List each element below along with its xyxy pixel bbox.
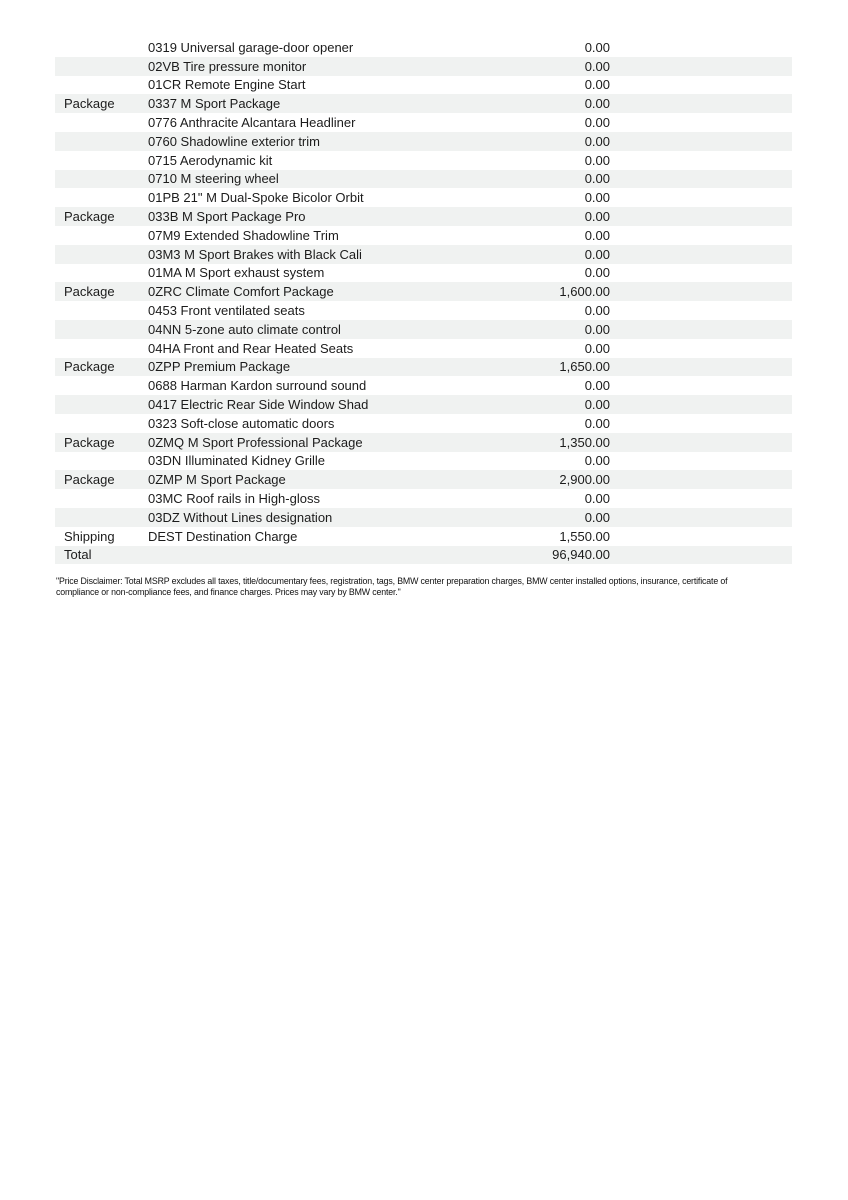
category-cell: Package [64,359,115,375]
table-row [55,546,792,565]
price-cell: 0.00 [584,77,610,93]
price-cell: 0.00 [584,246,610,262]
table-row [55,358,792,377]
table-row [55,76,792,95]
table-row [55,527,792,546]
item-cell: 03MC Roof rails in High-gloss [148,491,320,507]
table-row [55,301,792,320]
table-row [55,94,792,113]
item-cell: 03M3 M Sport Brakes with Black Cali [148,246,362,262]
price-cell: 0.00 [584,227,610,243]
price-disclaimer [56,576,796,597]
item-cell: 01PB 21" M Dual-Spoke Bicolor Orbit [148,190,364,206]
table-row [55,245,792,264]
item-cell: 0ZMQ M Sport Professional Package [148,434,363,450]
price-cell: 0.00 [584,115,610,131]
item-cell: 01CR Remote Engine Start [148,77,306,93]
price-cell: 0.00 [584,321,610,337]
price-cell: 96,940.00 [552,547,610,563]
table-row [55,264,792,283]
table-row [55,414,792,433]
price-cell: 2,900.00 [559,472,610,488]
table-row [55,113,792,132]
price-cell: 0.00 [584,378,610,394]
disclaimer-line-1: "Price Disclaimer: Total MSRP excludes all taxes, title/documentary fees, registration, tags, BMW center preparation charges, BMW center installed options, insurance, certificate of [56,576,728,586]
item-cell: 033B M Sport Package Pro [148,209,306,225]
category-cell: Package [64,209,115,225]
item-cell: 0ZPP Premium Package [148,359,291,375]
category-cell: Package [64,284,115,300]
price-cell: 1,350.00 [559,434,610,450]
table-row [55,226,792,245]
price-cell: 1,600.00 [559,284,610,300]
disclaimer-line-2: compliance or non-compliance fees, and finance charges. Prices may vary by BMW center." [56,586,401,597]
item-cell: 01MA M Sport exhaust system [148,265,325,281]
category-cell: Package [64,434,115,450]
item-cell: 04HA Front and Rear Heated Seats [148,340,354,356]
item-cell: 0688 Harman Kardon surround sound [148,378,367,394]
table-row [55,376,792,395]
category-cell: Package [64,96,115,112]
table-row [55,433,792,452]
table-row [55,320,792,339]
price-cell: 0.00 [584,340,610,356]
price-cell: 0.00 [584,190,610,206]
item-cell: 0ZRC Climate Comfort Package [148,284,334,300]
item-cell: 0715 Aerodynamic kit [148,152,273,168]
price-cell: 0.00 [584,265,610,281]
item-cell: DEST Destination Charge [148,528,298,544]
table-row [55,395,792,414]
price-cell: 0.00 [584,491,610,507]
item-cell: 0319 Universal garage-door opener [148,39,354,55]
options-pricing-table [55,38,792,564]
price-cell: 0.00 [584,133,610,149]
price-cell: 0.00 [584,96,610,112]
table-row [55,170,792,189]
category-cell: Total [64,547,92,563]
item-cell: 0776 Anthracite Alcantara Headliner [148,115,356,131]
table-row [55,38,792,57]
price-cell: 0.00 [584,415,610,431]
price-cell: 0.00 [584,152,610,168]
price-cell: 0.00 [584,397,610,413]
table-row [55,339,792,358]
table-row [55,151,792,170]
item-cell: 0453 Front ventilated seats [148,303,305,319]
item-cell: 07M9 Extended Shadowline Trim [148,227,339,243]
item-cell: 0ZMP M Sport Package [148,472,286,488]
price-cell: 0.00 [584,171,610,187]
price-cell: 0.00 [584,303,610,319]
category-cell: Package [64,472,115,488]
category-cell: Shipping [64,528,115,544]
table-row [55,132,792,151]
price-cell: 0.00 [584,209,610,225]
price-cell: 1,550.00 [559,528,610,544]
price-cell: 0.00 [584,39,610,55]
item-cell: 04NN 5-zone auto climate control [148,321,341,337]
table-row [55,57,792,76]
item-cell: 0710 M steering wheel [148,171,279,187]
table-row [55,452,792,471]
table-row [55,489,792,508]
price-cell: 1,650.00 [559,359,610,375]
table-row [55,207,792,226]
table-row [55,188,792,207]
item-cell: 0337 M Sport Package [148,96,281,112]
item-cell: 0760 Shadowline exterior trim [148,133,320,149]
table-row [55,470,792,489]
item-cell: 02VB Tire pressure monitor [148,58,307,74]
item-cell: 03DZ Without Lines designation [148,509,333,525]
price-cell: 0.00 [584,509,610,525]
price-cell: 0.00 [584,58,610,74]
item-cell: 0323 Soft-close automatic doors [148,415,335,431]
table-row [55,508,792,527]
item-cell: 03DN Illuminated Kidney Grille [148,453,326,469]
table-row [55,282,792,301]
price-cell: 0.00 [584,453,610,469]
item-cell: 0417 Electric Rear Side Window Shad [148,397,369,413]
